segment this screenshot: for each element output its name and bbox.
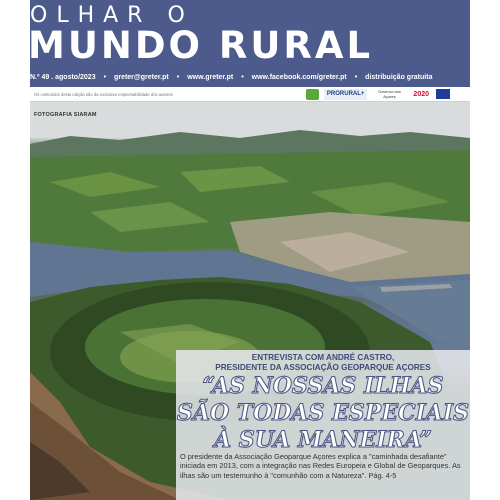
feature-headline xyxy=(176,373,470,454)
prorural-logo: PRORURAL+ xyxy=(324,89,368,100)
masthead-title: MUNDO RURAL xyxy=(28,24,374,67)
email-link[interactable]: greter@greter.pt xyxy=(114,73,169,81)
feature-subhead xyxy=(176,353,470,373)
headline-line-1: “AS NOSSAS ILHAS xyxy=(202,373,444,399)
sponsor-note: Os conteúdos desta edição são da exclusiva responsabilidade dos autores xyxy=(34,91,173,97)
sponsor-logos xyxy=(255,89,470,100)
distribution-note: distribuição gratuita xyxy=(365,73,433,81)
separator-dot: • xyxy=(103,73,107,81)
masthead-kicker: OLHAR O xyxy=(30,3,194,28)
website-link[interactable]: www.greter.pt xyxy=(187,73,234,81)
headline-line-2: SÃO TODAS ESPECIAIS xyxy=(176,400,470,426)
governo-acores-logo: Governo dos Açores xyxy=(377,89,401,99)
facebook-link[interactable]: www.facebook.com/greter.pt xyxy=(251,73,347,81)
headline-line-3: À SUA MANEIRA” xyxy=(214,427,432,453)
subhead-line-2: PRESIDENTE DA ASSOCIAÇÃO GEOPARQUE AÇORES xyxy=(215,363,431,372)
subhead-line-1: ENTREVISTA COM ANDRÉ CASTRO, xyxy=(251,353,395,362)
eu-flag-icon xyxy=(436,89,450,99)
feature-lead-paragraph: O presidente da Associação Geoparque Açores explica a "caminhada desafiante" iniciada em 2013, com a integração nas Redes Europeia e Global de Geoparques. As ilhas são um testemunho à "comunhão com a Natureza". Pág. 4-5 xyxy=(180,452,461,480)
separator-dot: • xyxy=(176,73,180,81)
leaf-logo-icon xyxy=(306,89,319,100)
portugal-2020-logo: 2020 xyxy=(413,90,429,98)
separator-dot: • xyxy=(241,73,244,81)
separator-dot: • xyxy=(354,73,358,81)
masthead-info-bar xyxy=(30,71,440,83)
sponsor-strip xyxy=(30,87,470,102)
photo-credit: FOTOGRAFIA SIARAM xyxy=(34,112,97,118)
issue-number: N.º 49 . agosto/2023 xyxy=(30,73,96,81)
